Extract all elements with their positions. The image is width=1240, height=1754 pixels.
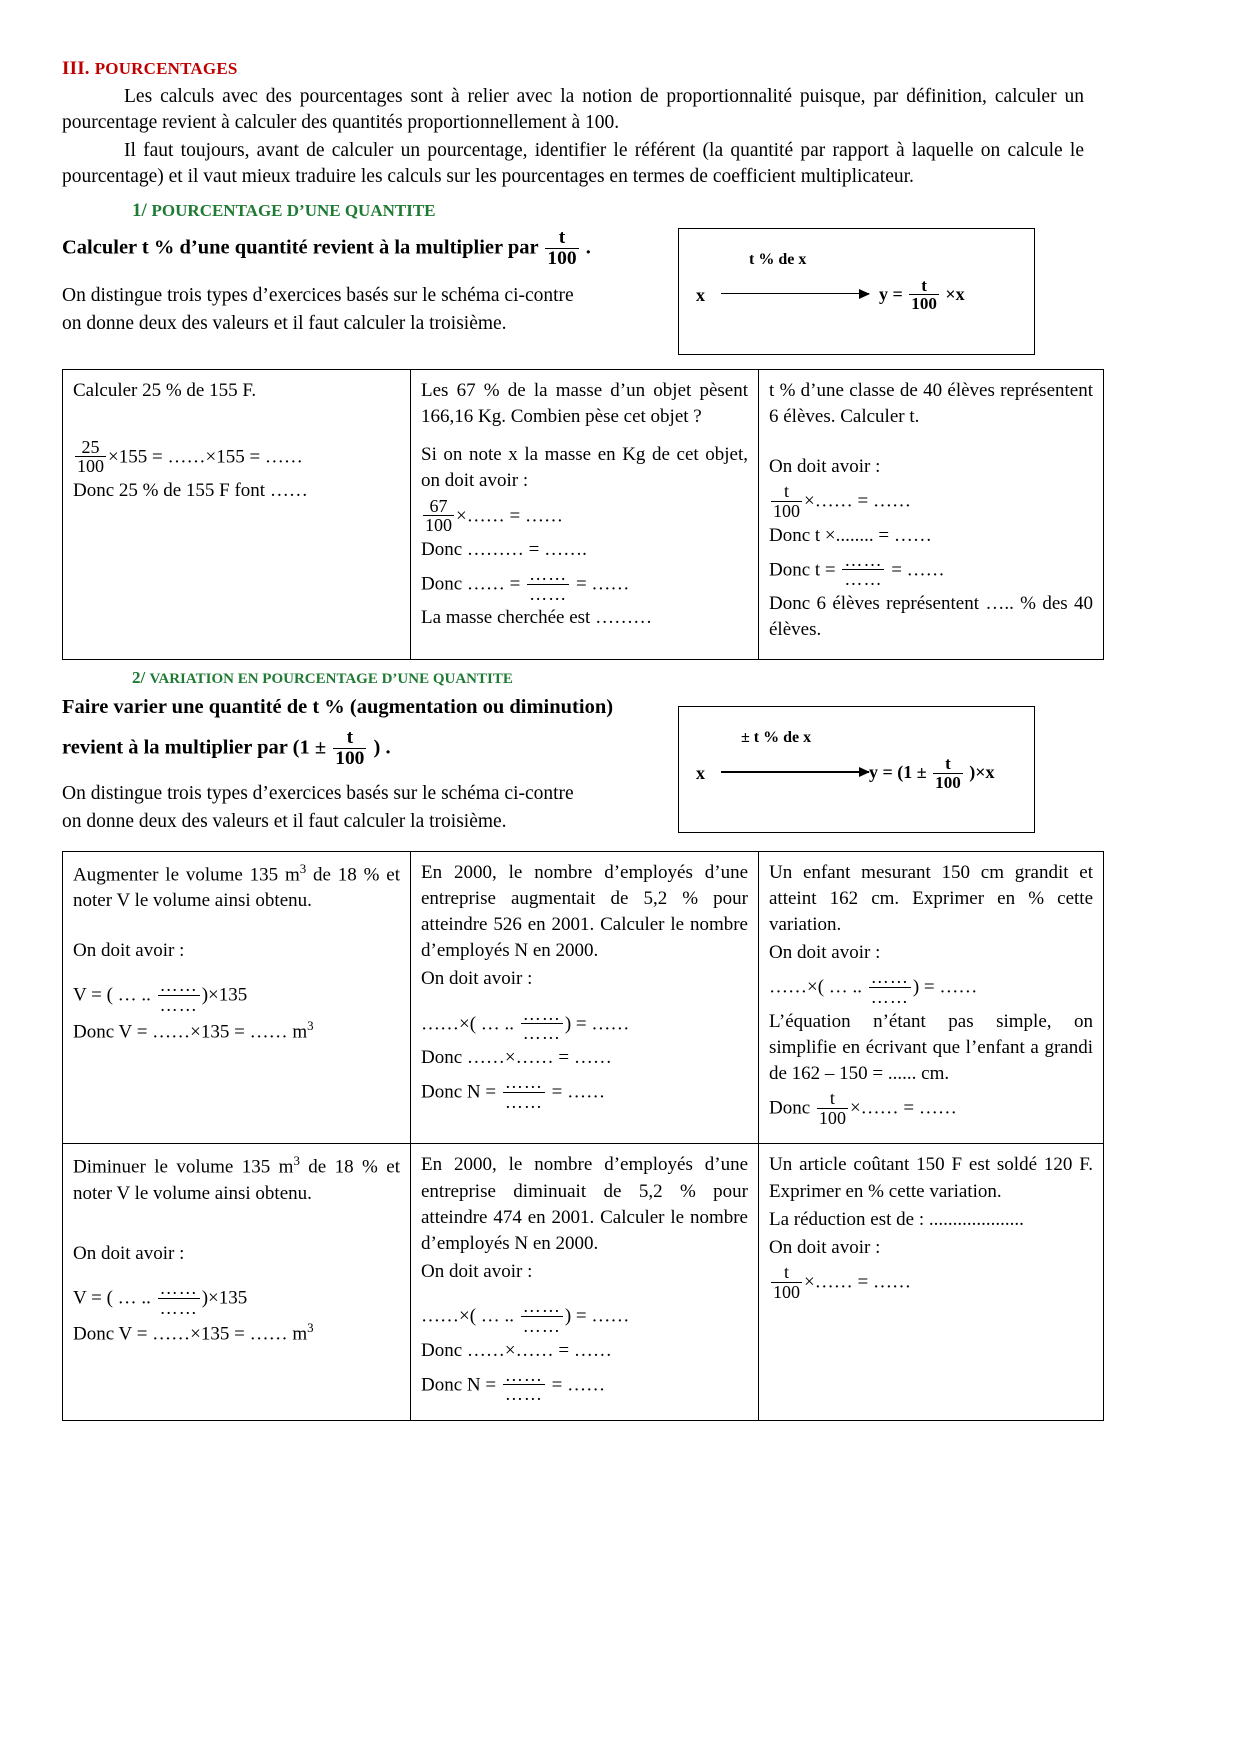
spacer — [421, 995, 748, 1005]
diagram-1-arrow-label: t % de x — [749, 250, 807, 268]
exercise-3-3-statement: Un article coûtant 150 F est soldé 120 F. Exprimer en % cette variation. — [769, 1154, 1093, 1202]
exercise-table-2 — [62, 851, 1104, 1421]
exercise-2-3-fraction — [869, 968, 911, 1006]
section-number: III. — [62, 58, 90, 79]
diagram-1-result — [879, 277, 965, 313]
exercise-3-2-denominator: …… — [522, 1316, 561, 1337]
exercise-1-1-line-2: Donc 25 % de 155 F font …… — [73, 480, 308, 502]
exercise-1-3-fraction — [771, 482, 802, 520]
rule-2-numerator: t — [346, 726, 354, 748]
exercise-3-1-line-1: On doit avoir : — [73, 1243, 185, 1265]
spacer — [73, 1269, 400, 1279]
diagram-2-result — [869, 755, 995, 791]
exercise-3-3-fraction — [771, 1263, 802, 1301]
subsection-1-text — [62, 228, 672, 339]
spacer — [73, 428, 400, 438]
exercise-2-3-denominator-2: 100 — [818, 1107, 846, 1128]
exercise-1-3-line-4 — [769, 551, 1093, 589]
exercise-1-1-line-1 — [73, 438, 400, 476]
diagram-2-denominator: 100 — [935, 772, 961, 792]
exercise-2-2-line-2-prefix: ……×( … .. — [421, 1013, 515, 1035]
diagram-2-fraction — [933, 755, 963, 791]
exercise-1-3-line-5: Donc 6 élèves représentent ….. % des 40 élèves. — [769, 592, 1093, 641]
exercise-1-1-fraction — [75, 438, 106, 476]
subsection-2-intro — [62, 694, 1084, 836]
spacer — [73, 1231, 400, 1241]
subsection-1-number: 1/ — [132, 199, 147, 221]
spacer — [73, 406, 400, 428]
exercise-1-2-denominator: 100 — [425, 515, 453, 536]
exercise-3-1-denominator: …… — [159, 1297, 198, 1318]
exercise-1-3-fraction-2 — [842, 551, 884, 589]
rule-2-suffix: ) . — [373, 735, 391, 758]
subsection-2-heading — [132, 668, 1084, 688]
exercise-1-1-denominator: 100 — [77, 456, 105, 477]
exercise-2-1-statement — [73, 860, 400, 915]
diagram-2-result-suffix: )×x — [969, 762, 995, 783]
diagram-1-result-suffix: ×x — [945, 283, 965, 304]
exercise-2-1-denominator: …… — [159, 995, 198, 1016]
exercise-3-2-statement: En 2000, le nombre d’employés d’une entreprise diminuait de 5,2 % pour atteindre 474 en 2001. Calculer le nombre d’employés N en 2000. — [421, 1154, 748, 1254]
exercise-3-1-statement-b: de 18 % et noter V le volume ainsi obtenu. — [73, 1156, 400, 1204]
exercise-2-1-numerator: …… — [159, 975, 198, 996]
exercise-3-1-line-3 — [73, 1319, 400, 1348]
exercise-2-1-line-2-suffix: )×135 — [201, 985, 248, 1007]
exercise-1-2-line-5: La masse cherchée est ……… — [421, 607, 653, 629]
exercise-1-3-line-2-rest: ×…… = …… — [804, 491, 911, 512]
exercise-2-3-line-4 — [769, 1089, 1093, 1127]
spacer — [73, 1209, 400, 1231]
diagram-2-arrow-label: ± t % de x — [741, 729, 812, 747]
spacer — [421, 432, 748, 442]
section-paragraph-1: Les calculs avec des pourcentages sont à relier avec la notion de proportionnalité puisque, par définition, calculer un pourcentage revient à calculer des quantités proportionnellement à 100. — [62, 86, 1084, 133]
exercise-3-2-line-4-prefix: Donc N = — [421, 1374, 497, 1396]
exercise-1-3-line-2 — [769, 482, 1093, 520]
section-title: POURCENTAGES — [94, 59, 238, 78]
exercise-cell-3-1 — [63, 1144, 411, 1421]
exercise-1-2-statement: Les 67 % de la masse d’un objet pèsent 166,16 Kg. Combien pèse cet objet ? — [421, 379, 748, 427]
spacer — [769, 432, 1093, 454]
exercise-table-1 — [62, 369, 1104, 661]
exercise-1-2-line-1: Si on note x la masse en Kg de cet objet, on doit avoir : — [421, 444, 748, 492]
exercise-1-2-fraction — [423, 497, 454, 535]
exercise-3-3-numerator: t — [784, 1262, 790, 1283]
exercise-3-1-line-3-a: Donc V = ……×135 = …… m — [73, 1323, 308, 1345]
exercise-2-2-fraction-2 — [503, 1073, 545, 1111]
exercise-3-1-line-2-prefix: V = ( … .. — [73, 1287, 151, 1309]
subsection-1-title: POURCENTAGE D’UNE QUANTITE — [151, 200, 436, 220]
arrow-icon — [721, 293, 869, 295]
exercise-2-3-fraction-2 — [817, 1089, 848, 1127]
exercise-2-1-line-3-a: Donc V = ……×135 = …… m — [73, 1020, 308, 1042]
exercise-2-2-denominator-2: …… — [504, 1091, 543, 1112]
exercise-3-2-numerator-2: …… — [504, 1364, 543, 1385]
exercise-3-2-line-3: Donc ……×…… = …… — [421, 1339, 612, 1361]
exercise-1-1-numerator: 25 — [81, 436, 100, 457]
exercise-cell-1-3 — [759, 369, 1104, 660]
exercise-1-3-denominator-2: …… — [844, 569, 883, 590]
exercise-2-2-line-4-rest: = …… — [551, 1081, 606, 1103]
exercise-2-3-line-1: On doit avoir : — [769, 942, 881, 964]
exercise-3-2-line-4-rest: = …… — [551, 1374, 606, 1396]
spacer — [73, 966, 400, 976]
exercise-cell-1-1 — [63, 369, 411, 660]
subsection-2-number: 2/ — [132, 668, 146, 688]
rule-1-numerator: t — [558, 226, 566, 248]
diagram-2-numerator: t — [945, 754, 951, 774]
exercise-3-2-numerator: …… — [522, 1296, 561, 1317]
note-2-line-2: on donne deux des valeurs et il faut calculer la troisième. — [62, 810, 507, 832]
exercise-2-3-line-2-suffix: ) = …… — [912, 977, 978, 999]
exercise-2-3-numerator-2: t — [829, 1088, 835, 1109]
rule-1-suffix: . — [585, 236, 591, 259]
table-row — [63, 1144, 1104, 1421]
exercise-2-3-line-2-prefix: ……×( … .. — [769, 977, 863, 999]
section-heading — [62, 58, 1084, 80]
subsection-2-title: VARIATION EN POURCENTAGE D’UNE QUANTITE — [149, 671, 513, 688]
exercise-3-1-line-3-exponent: 3 — [307, 1320, 314, 1336]
exercise-2-2-line-3: Donc ……×…… = …… — [421, 1046, 612, 1068]
exercise-2-1-statement-a: Augmenter le volume 135 m — [73, 863, 300, 885]
note-1-line-1: On distingue trois types d’exercices basés sur le schéma ci-contre — [62, 284, 574, 306]
exercise-1-3-line-3: Donc t ×........ = …… — [769, 524, 932, 546]
diagram-2-result-prefix: y = (1 ± — [869, 762, 927, 783]
exercise-3-2-denominator-2: …… — [504, 1384, 543, 1405]
exercise-2-2-line-2-suffix: ) = …… — [564, 1013, 630, 1035]
spacer — [73, 916, 400, 938]
exercise-2-1-line-2 — [73, 976, 400, 1014]
exercise-1-3-numerator: t — [784, 481, 790, 502]
exercise-cell-3-2 — [411, 1144, 759, 1421]
exercise-2-1-statement-b: de 18 % et noter V le volume ainsi obtenu. — [73, 863, 400, 912]
rule-1-prefix: Calculer t % d’une quantité revient à la multiplier par — [62, 236, 539, 259]
arrow-icon — [721, 771, 869, 773]
exercise-cell-2-3 — [759, 851, 1104, 1144]
exercise-3-1-exponent: 3 — [293, 1153, 300, 1169]
diagram-percentage-variation — [678, 706, 1035, 833]
diagram-1-denominator: 100 — [911, 294, 937, 314]
rule-2-fraction — [333, 728, 366, 769]
exercise-1-2-numerator-2: …… — [529, 563, 568, 584]
subsection-1-heading — [132, 200, 1084, 222]
exercise-2-2-numerator-2: …… — [504, 1071, 543, 1092]
exercise-2-3-line-3: L’équation n’étant pas simple, on simplifie en écrivant que l’enfant a grandi de 162 – 150 = ...... cm. — [769, 1010, 1093, 1084]
exercise-1-3-line-4-prefix: Donc t = — [769, 559, 836, 581]
exercise-2-2-numerator: …… — [522, 1003, 561, 1024]
rule-1-fraction — [545, 228, 578, 269]
exercise-cell-2-2 — [411, 851, 759, 1144]
exercise-3-1-statement — [73, 1152, 400, 1207]
exercise-2-1-line-2-prefix: V = ( … .. — [73, 985, 151, 1007]
exercise-1-1-statement: Calculer 25 % de 155 F. — [73, 379, 257, 401]
exercise-2-1-exponent: 3 — [299, 860, 307, 876]
exercise-3-3-line-3 — [769, 1263, 1093, 1301]
table-row — [63, 851, 1104, 1144]
exercise-2-3-denominator: …… — [870, 986, 909, 1007]
diagram-1-x: x — [696, 284, 705, 305]
exercise-1-2-line-4-prefix: Donc …… = — [421, 573, 521, 595]
rule-1 — [62, 228, 672, 269]
exercise-3-1-numerator: …… — [159, 1278, 198, 1299]
subsection-2-text — [62, 694, 672, 836]
rule-2-denominator: 100 — [335, 747, 365, 769]
exercise-1-2-denominator-2: …… — [529, 583, 568, 604]
exercise-3-1-statement-a: Diminuer le volume 135 m — [73, 1156, 294, 1178]
exercise-1-2-fraction-2 — [527, 565, 569, 603]
exercise-3-2-line-4 — [421, 1366, 748, 1404]
rule-2-prefix: revient à la multiplier par (1 ± — [62, 735, 327, 758]
exercise-1-3-line-4-rest: = …… — [891, 559, 945, 581]
diagram-2-x: x — [696, 763, 705, 784]
exercise-3-2-fraction — [521, 1297, 563, 1335]
diagram-1-fraction — [909, 277, 939, 313]
exercise-2-3-line-4-prefix: Donc — [769, 1097, 811, 1119]
exercise-3-1-line-2-suffix: )×135 — [201, 1287, 248, 1309]
rule-2-line-2 — [62, 728, 672, 769]
exercise-2-2-line-4 — [421, 1073, 748, 1111]
spacer — [421, 1287, 748, 1297]
page-content — [62, 58, 1093, 1421]
exercise-1-2-numerator: 67 — [429, 495, 448, 516]
note-1-line-2: on donne deux des valeurs et il faut calculer la troisième. — [62, 312, 507, 334]
exercise-cell-3-3 — [759, 1144, 1104, 1421]
exercise-3-1-line-2 — [73, 1279, 400, 1317]
exercise-2-1-line-1: On doit avoir : — [73, 940, 185, 962]
exercise-1-2-line-4 — [421, 565, 748, 603]
exercise-2-3-line-4-rest: ×…… = …… — [849, 1097, 957, 1119]
exercise-3-3-line-2: On doit avoir : — [769, 1237, 881, 1258]
exercise-3-2-line-2-suffix: ) = …… — [564, 1306, 630, 1328]
exercise-1-2-line-4-rest: = …… — [575, 573, 630, 595]
exercise-1-3-denominator: 100 — [773, 500, 801, 521]
section-paragraph-2: Il faut toujours, avant de calculer un pourcentage, identifier le référent (la quantité par rapport à laquelle on calcule le pourcentage) et il vaut mieux traduire les calculs sur les pourcentages en termes de coefficient multiplicateur. — [62, 139, 1084, 187]
diagram-1-numerator: t — [921, 275, 927, 295]
exercise-3-2-line-2-prefix: ……×( … .. — [421, 1306, 515, 1328]
exercise-2-2-line-4-prefix: Donc N = — [421, 1081, 497, 1103]
exercise-1-1-line-1-rest: ×155 = ……×155 = …… — [108, 446, 303, 468]
exercise-2-2-fraction — [521, 1005, 563, 1043]
exercise-3-2-line-2 — [421, 1297, 748, 1335]
exercise-1-3-line-1: On doit avoir : — [769, 456, 881, 478]
exercise-1-2-line-2 — [421, 497, 748, 535]
exercise-3-2-line-1: On doit avoir : — [421, 1261, 533, 1283]
exercise-cell-2-1 — [63, 851, 411, 1144]
exercise-2-3-line-2 — [769, 968, 1093, 1006]
exercise-cell-1-2 — [411, 369, 759, 660]
exercise-3-3-denominator: 100 — [773, 1281, 801, 1302]
exercise-1-3-statement: t % d’une classe de 40 élèves représentent 6 élèves. Calculer t. — [769, 379, 1093, 427]
exercise-2-2-line-1: On doit avoir : — [421, 968, 533, 990]
exercise-2-1-line-3 — [73, 1017, 400, 1046]
exercise-3-3-line-1: La réduction est de : .................... — [769, 1208, 1024, 1230]
rule-1-denominator: 100 — [547, 247, 577, 269]
exercise-2-2-line-2 — [421, 1005, 748, 1043]
exercise-2-1-fraction — [158, 976, 200, 1014]
diagram-percentage-of-quantity — [678, 228, 1035, 355]
exercise-3-3-line-3-rest: ×…… = …… — [804, 1271, 911, 1293]
diagram-1-result-prefix: y = — [879, 283, 903, 304]
exercise-2-2-statement: En 2000, le nombre d’employés d’une entreprise augmentait de 5,2 % pour atteindre 526 en 2001. Calculer le nombre d’employés N en 2000. — [421, 861, 748, 962]
subsection-1-intro — [62, 228, 1084, 355]
exercise-1-2-line-3: Donc ……… = ……. — [421, 538, 587, 560]
exercise-2-3-statement: Un enfant mesurant 150 cm grandit et atteint 162 cm. Exprimer en % cette variation. — [769, 861, 1093, 935]
exercise-2-3-numerator: …… — [870, 967, 909, 988]
exercise-1-2-line-2-rest: ×…… = …… — [456, 505, 563, 527]
exercise-2-1-line-3-exponent: 3 — [307, 1017, 314, 1033]
exercise-1-3-numerator-2: …… — [844, 549, 883, 570]
exercise-3-1-fraction — [158, 1279, 200, 1317]
exercise-3-2-fraction-2 — [503, 1366, 545, 1404]
rule-2-line-1: Faire varier une quantité de t % (augmentation ou diminution) — [62, 696, 614, 719]
exercise-2-2-denominator: …… — [522, 1023, 561, 1044]
table-row — [63, 369, 1104, 660]
note-2-line-1: On distingue trois types d’exercices basés sur le schéma ci-contre — [62, 782, 574, 804]
